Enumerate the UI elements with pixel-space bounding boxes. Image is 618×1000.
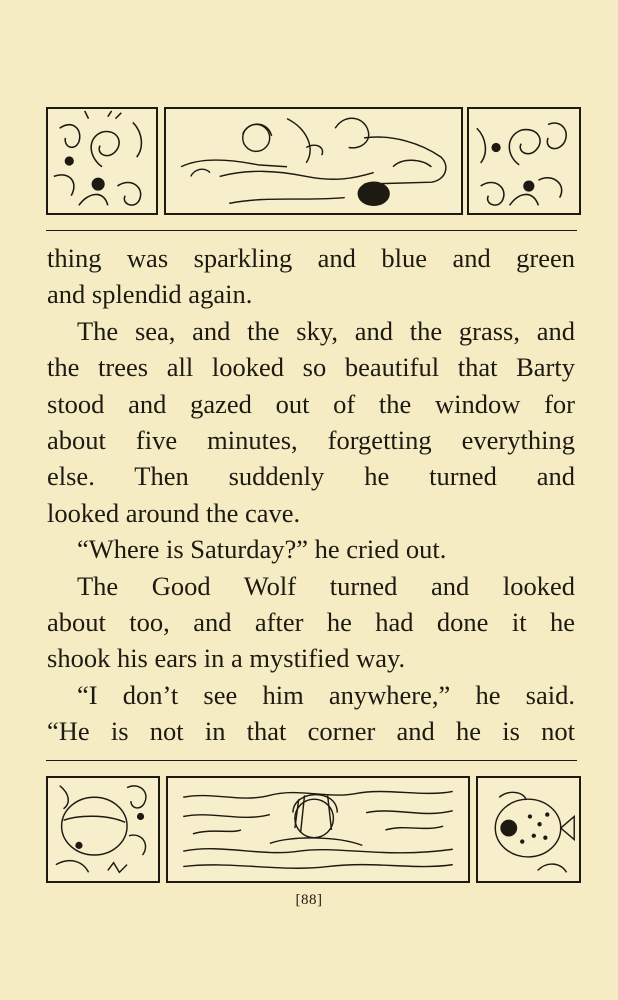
text-line: the trees all looked so beautiful that Barty	[47, 352, 575, 383]
text-line: looked around the cave.	[47, 497, 301, 528]
boy-and-wolf-resting-illustration	[164, 107, 463, 215]
text-line: The Good Wolf turned and looked	[77, 570, 575, 601]
text-line: else. Then suddenly he turned and	[47, 461, 575, 492]
pufferfish-illustration	[476, 776, 581, 883]
text-line: “He is not in that corner and he is not	[47, 716, 575, 747]
text-line: The sea, and the sky, and the grass, and	[77, 315, 575, 346]
text-line: “Where is Saturday?” he cried out.	[77, 534, 447, 565]
text-line: about too, and after he had done it he	[47, 606, 575, 637]
text-line: thing was sparkling and blue and green	[47, 243, 575, 273]
text-line: “I don’t see him anywhere,” he said.	[77, 679, 575, 710]
text-line: and splendid again.	[47, 279, 253, 310]
bottom-rule	[46, 760, 577, 761]
boy-swimming-illustration	[166, 776, 470, 883]
leaf-flourish-right-illustration	[467, 107, 581, 215]
text-line: about five minutes, forgetting everything	[47, 424, 575, 455]
header-illustration-band	[46, 107, 577, 215]
top-rule	[46, 230, 577, 231]
text-line: shook his ears in a mystified way.	[47, 643, 406, 674]
footer-illustration-band	[46, 776, 577, 883]
crab-and-clam-illustration	[46, 776, 160, 883]
text-line: stood and gazed out of the window for	[47, 388, 575, 419]
body-text	[47, 240, 575, 749]
page-number: [88]	[295, 892, 323, 908]
leaf-flourish-left-illustration	[46, 107, 158, 215]
